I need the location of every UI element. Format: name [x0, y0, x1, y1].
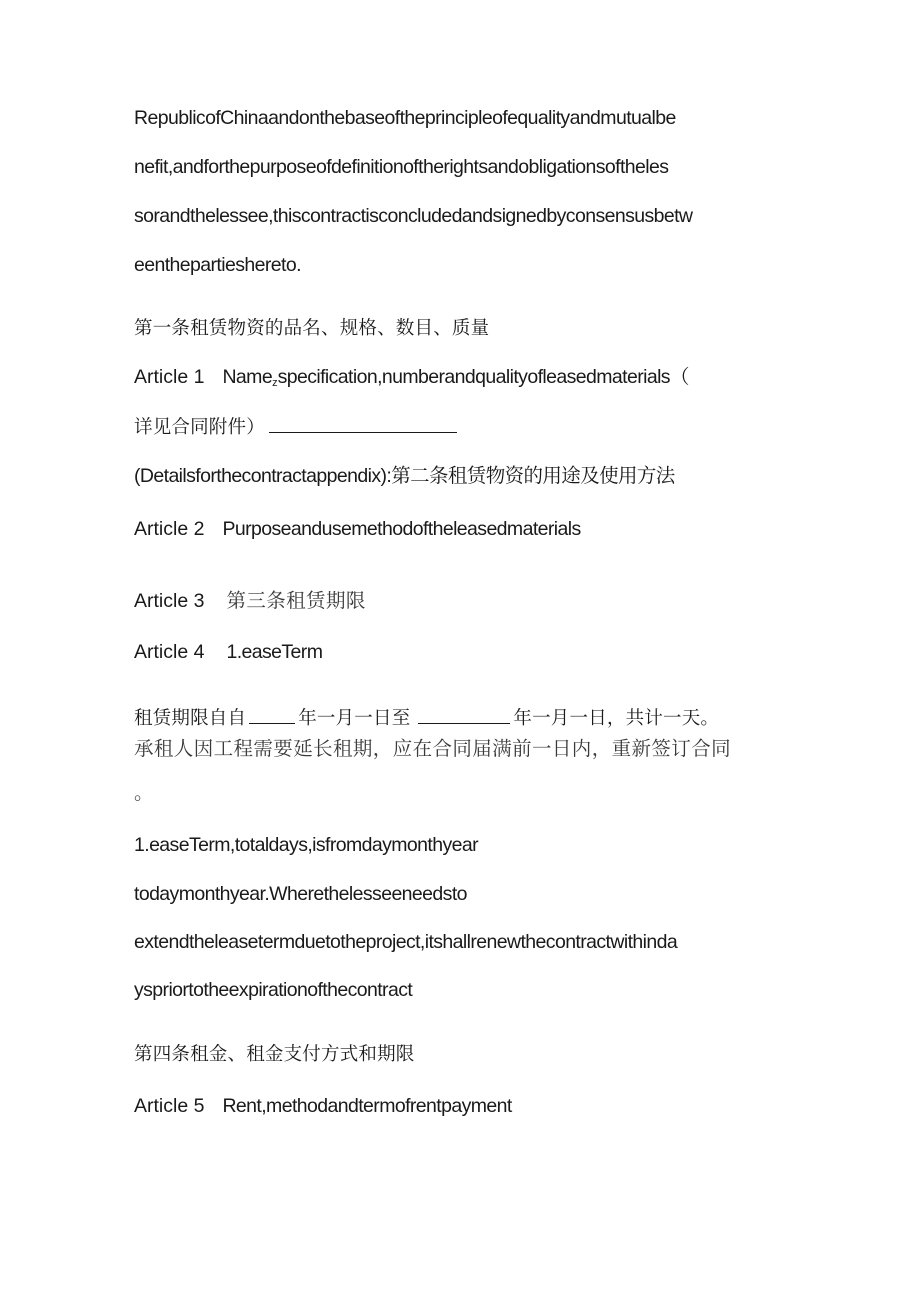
paragraph-line-1: RepublicofChinaandonthebaseoftheprincipleofequalityandmutualbe	[134, 107, 676, 129]
lease-term-text-c: 年一月一日，共计一天。	[513, 707, 720, 728]
lease-term-en-line-1: 1.easeTerm,totaldays,isfromdaymonthyear	[134, 834, 479, 856]
article-2-heading	[134, 515, 581, 543]
lease-term-text-b: 年一月一日至	[298, 707, 411, 728]
lease-extension-cn-end: 。	[134, 781, 154, 804]
article-4-label: Article 4	[134, 641, 205, 663]
article-5-label: Article 5	[134, 1095, 205, 1117]
article-1-subscript: z	[272, 377, 278, 389]
paragraph-line-2: nefit,andforthepurposeofdefinitionoftherightsandobligationsoftheles	[134, 156, 669, 178]
appendix-line	[134, 413, 457, 441]
appendix-details-line: (Detailsforthecontractappendix):第二条租赁物资的用途及使用方法	[134, 465, 675, 487]
article-1-label: Article 1	[134, 366, 205, 388]
article-3-text: 第三条租赁期限	[226, 589, 366, 612]
paragraph-line-3: sorandthelessee,thiscontractisconcludedandsignedbyconsensusbetw	[134, 205, 693, 227]
article-5-heading	[134, 1092, 512, 1120]
appendix-blank	[269, 414, 457, 433]
appendix-text: 详见合同附件）	[134, 416, 265, 437]
article-5-text: Rent,methodandtermofrentpayment	[222, 1095, 512, 1117]
article-4-heading	[134, 638, 322, 666]
lease-term-en-line-3: extendtheleasetermduetotheproject,itshallrenewthecontractwithinda	[134, 931, 678, 953]
lease-term-text-a: 租赁期限自自	[134, 707, 247, 728]
article-1-heading-en	[134, 363, 689, 397]
lease-term-cn-line	[134, 704, 719, 732]
article-1-heading-cn: 第一条租赁物资的品名、规格、数目、质量	[134, 317, 490, 338]
article-rent-heading-cn: 第四条租金、租金支付方式和期限	[134, 1043, 415, 1064]
lease-term-en-line-2: todaymonthyear.Wherethelesseeneedsto	[134, 883, 467, 905]
article-3-label: Article 3	[134, 590, 205, 612]
article-4-text: 1.easeTerm	[226, 641, 323, 663]
article-3-heading	[134, 587, 366, 615]
lease-start-blank	[249, 705, 295, 724]
lease-extension-cn-line: 承租人因工程需要延长租期，应在合同届满前一日内，重新签订合同	[134, 737, 732, 760]
article-1-rest: specification,numberandqualityofleasedmaterials（	[277, 366, 689, 388]
lease-term-en-line-4: yspriortotheexpirationofthecontract	[134, 979, 413, 1001]
lease-end-blank	[418, 705, 510, 724]
article-1-name: Name	[222, 366, 273, 388]
article-2-text: Purposeandusemethodoftheleasedmaterials	[222, 518, 581, 540]
paragraph-line-4: eenthepartieshereto.	[134, 254, 301, 276]
article-2-label: Article 2	[134, 518, 205, 540]
